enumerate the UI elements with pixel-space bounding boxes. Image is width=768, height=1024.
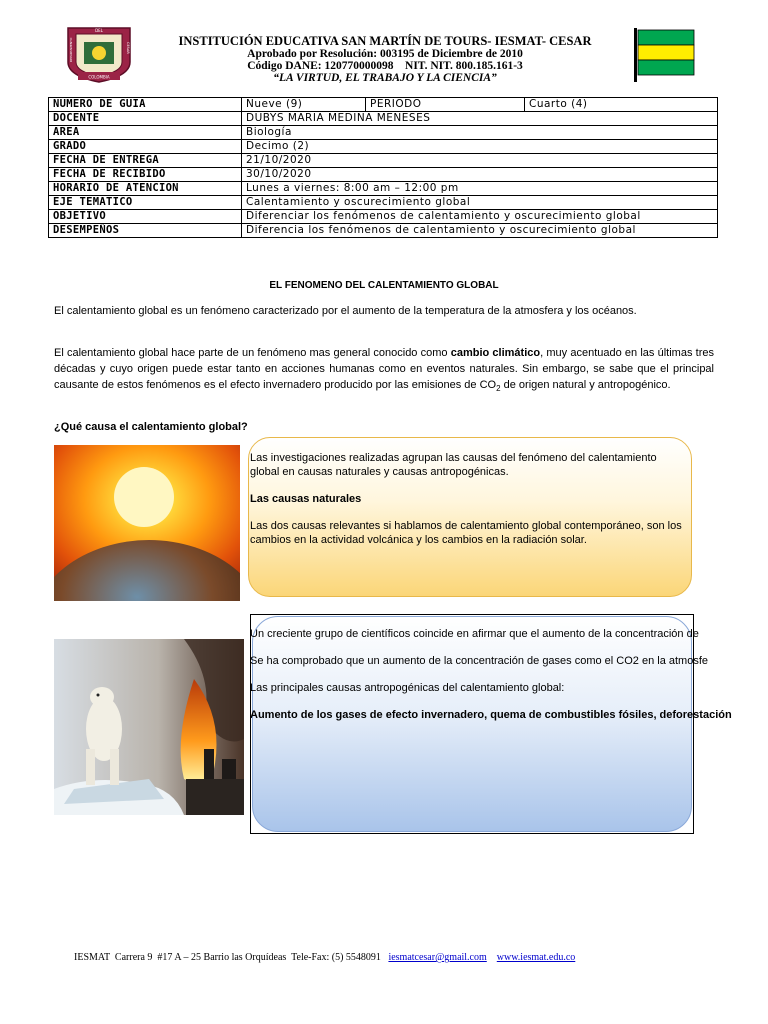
row-label: AREA bbox=[49, 126, 242, 140]
row-value: DUBYS MARIA MEDINA MENESES bbox=[242, 112, 718, 126]
school-crest-logo bbox=[64, 22, 134, 84]
row-label: OBJETIVO bbox=[49, 210, 242, 224]
callout-paragraph: Un creciente grupo de científicos coincide en afirmar que el aumento de la concentración de bbox=[250, 628, 699, 640]
paragraph-bold-term: cambio climático bbox=[450, 347, 541, 359]
logo-text-bottom: COLOMBIA bbox=[88, 74, 110, 80]
callout-subheading: Las causas naturales bbox=[250, 493, 362, 505]
sun-earth-image bbox=[54, 445, 240, 601]
dane-nit-line: Código DANE: 120770000098 NIT. NIT. 800.185.161-3 bbox=[247, 60, 523, 72]
page-footer bbox=[74, 952, 575, 963]
row-value: 30/10/2020 bbox=[242, 168, 718, 182]
callout-paragraph: Las dos causas relevantes si hablamos de calentamiento global contemporáneo, son los cambios en la actividad volcánica y los cambios en la radiación solar. bbox=[250, 520, 682, 546]
polar-bear-pollution-image bbox=[54, 639, 244, 815]
row-value: Diferenciar los fenómenos de calentamiento y oscurecimiento global bbox=[242, 210, 718, 224]
paragraph-climate-change bbox=[54, 345, 714, 397]
paragraph-text: El calentamiento global hace parte de un fenómeno mas general conocido como bbox=[54, 347, 451, 359]
callout-paragraph: Se ha comprobado que un aumento de la concentración de gases como el CO2 en la atmosfe bbox=[250, 655, 709, 667]
footer-address: IESMAT Carrera 9 #17 A – 25 Barrio las Orquídeas Tele-Fax: (5) 5548091 bbox=[74, 952, 386, 963]
row-value: Diferencia los fenómenos de calentamiento y oscurecimiento global bbox=[242, 224, 718, 238]
row-value: Decimo (2) bbox=[242, 140, 718, 154]
co2-subscript: 2 bbox=[496, 384, 501, 394]
table-row bbox=[49, 154, 718, 168]
logo-text-left: DEPARTAMENTO bbox=[69, 37, 73, 62]
period-value: Cuarto (4) bbox=[525, 98, 718, 112]
guide-number-value: Nueve (9) bbox=[242, 98, 366, 112]
table-row bbox=[49, 98, 718, 112]
period-label: PERIODO bbox=[366, 98, 525, 112]
anthropogenic-causes-text bbox=[250, 627, 768, 735]
table-row bbox=[49, 182, 718, 196]
footer-website-link[interactable]: www.iesmat.edu.co bbox=[496, 952, 576, 963]
row-value: Lunes a viernes: 8:00 am – 12:00 pm bbox=[242, 182, 718, 196]
footer-email-link[interactable]: iesmatcesar@gmail.com bbox=[388, 952, 487, 963]
callout-paragraph: Las principales causas antropogénicas del calentamiento global: bbox=[250, 682, 565, 694]
paragraph-text: , muy acentuado en las últimas tres décadas y cuyo origen puede estar tanto en acciones humanas como en eventos naturales. Sin embargo, se sabe que el principal causante de estos fenómenos es el efecto invernadero producido por las emisiones de CO bbox=[54, 347, 714, 391]
table-row bbox=[49, 196, 718, 210]
row-label: DESEMPEÑOS bbox=[49, 224, 242, 238]
row-label: HORARIO DE ATENCION bbox=[49, 182, 242, 196]
logo-text-right: CESAR bbox=[126, 42, 130, 54]
institution-title: INSTITUCIÓN EDUCATIVA SAN MARTÍN DE TOURS- IESMAT- CESAR bbox=[178, 34, 592, 48]
row-label: FECHA DE RECIBIDO bbox=[49, 168, 242, 182]
row-label: EJE TEMATICO bbox=[49, 196, 242, 210]
table-row bbox=[49, 126, 718, 140]
table-row bbox=[49, 210, 718, 224]
table-row bbox=[49, 224, 718, 238]
paragraph-definition: El calentamiento global es un fenómeno caracterizado por el aumento de la temperatura de la atmosfera y los océanos. bbox=[54, 305, 637, 317]
table-row bbox=[49, 140, 718, 154]
row-value: Calentamiento y oscurecimiento global bbox=[242, 196, 718, 210]
guide-info-table bbox=[48, 97, 718, 238]
resolution-line: Aprobado por Resolución: 003195 de Diciembre de 2010 bbox=[247, 48, 523, 60]
table-row bbox=[49, 112, 718, 126]
row-label: FECHA DE ENTREGA bbox=[49, 154, 242, 168]
logo-text-top: DEL bbox=[95, 28, 103, 33]
natural-causes-text bbox=[250, 451, 686, 560]
row-value: 21/10/2020 bbox=[242, 154, 718, 168]
table-row bbox=[49, 168, 718, 182]
cesar-flag-icon bbox=[632, 28, 696, 82]
row-label: GRADO bbox=[49, 140, 242, 154]
row-value: Biología bbox=[242, 126, 718, 140]
question-heading: ¿Qué causa el calentamiento global? bbox=[54, 421, 248, 433]
guide-number-label: NUMERO DE GUIA bbox=[49, 98, 242, 112]
row-label: DOCENTE bbox=[49, 112, 242, 126]
paragraph-text: de origen natural y antropogénico. bbox=[500, 379, 671, 391]
section-heading: EL FENOMENO DEL CALENTAMIENTO GLOBAL bbox=[269, 280, 499, 291]
motto-line: “LA VIRTUD, EL TRABAJO Y LA CIENCIA” bbox=[273, 72, 497, 84]
callout-paragraph: Las investigaciones realizadas agrupan las causas del fenómeno del calentamiento global en causas naturales y causas antropogénicas. bbox=[250, 452, 657, 478]
callout-paragraph: Aumento de los gases de efecto invernadero, quema de combustibles fósiles, deforestación bbox=[250, 709, 732, 721]
